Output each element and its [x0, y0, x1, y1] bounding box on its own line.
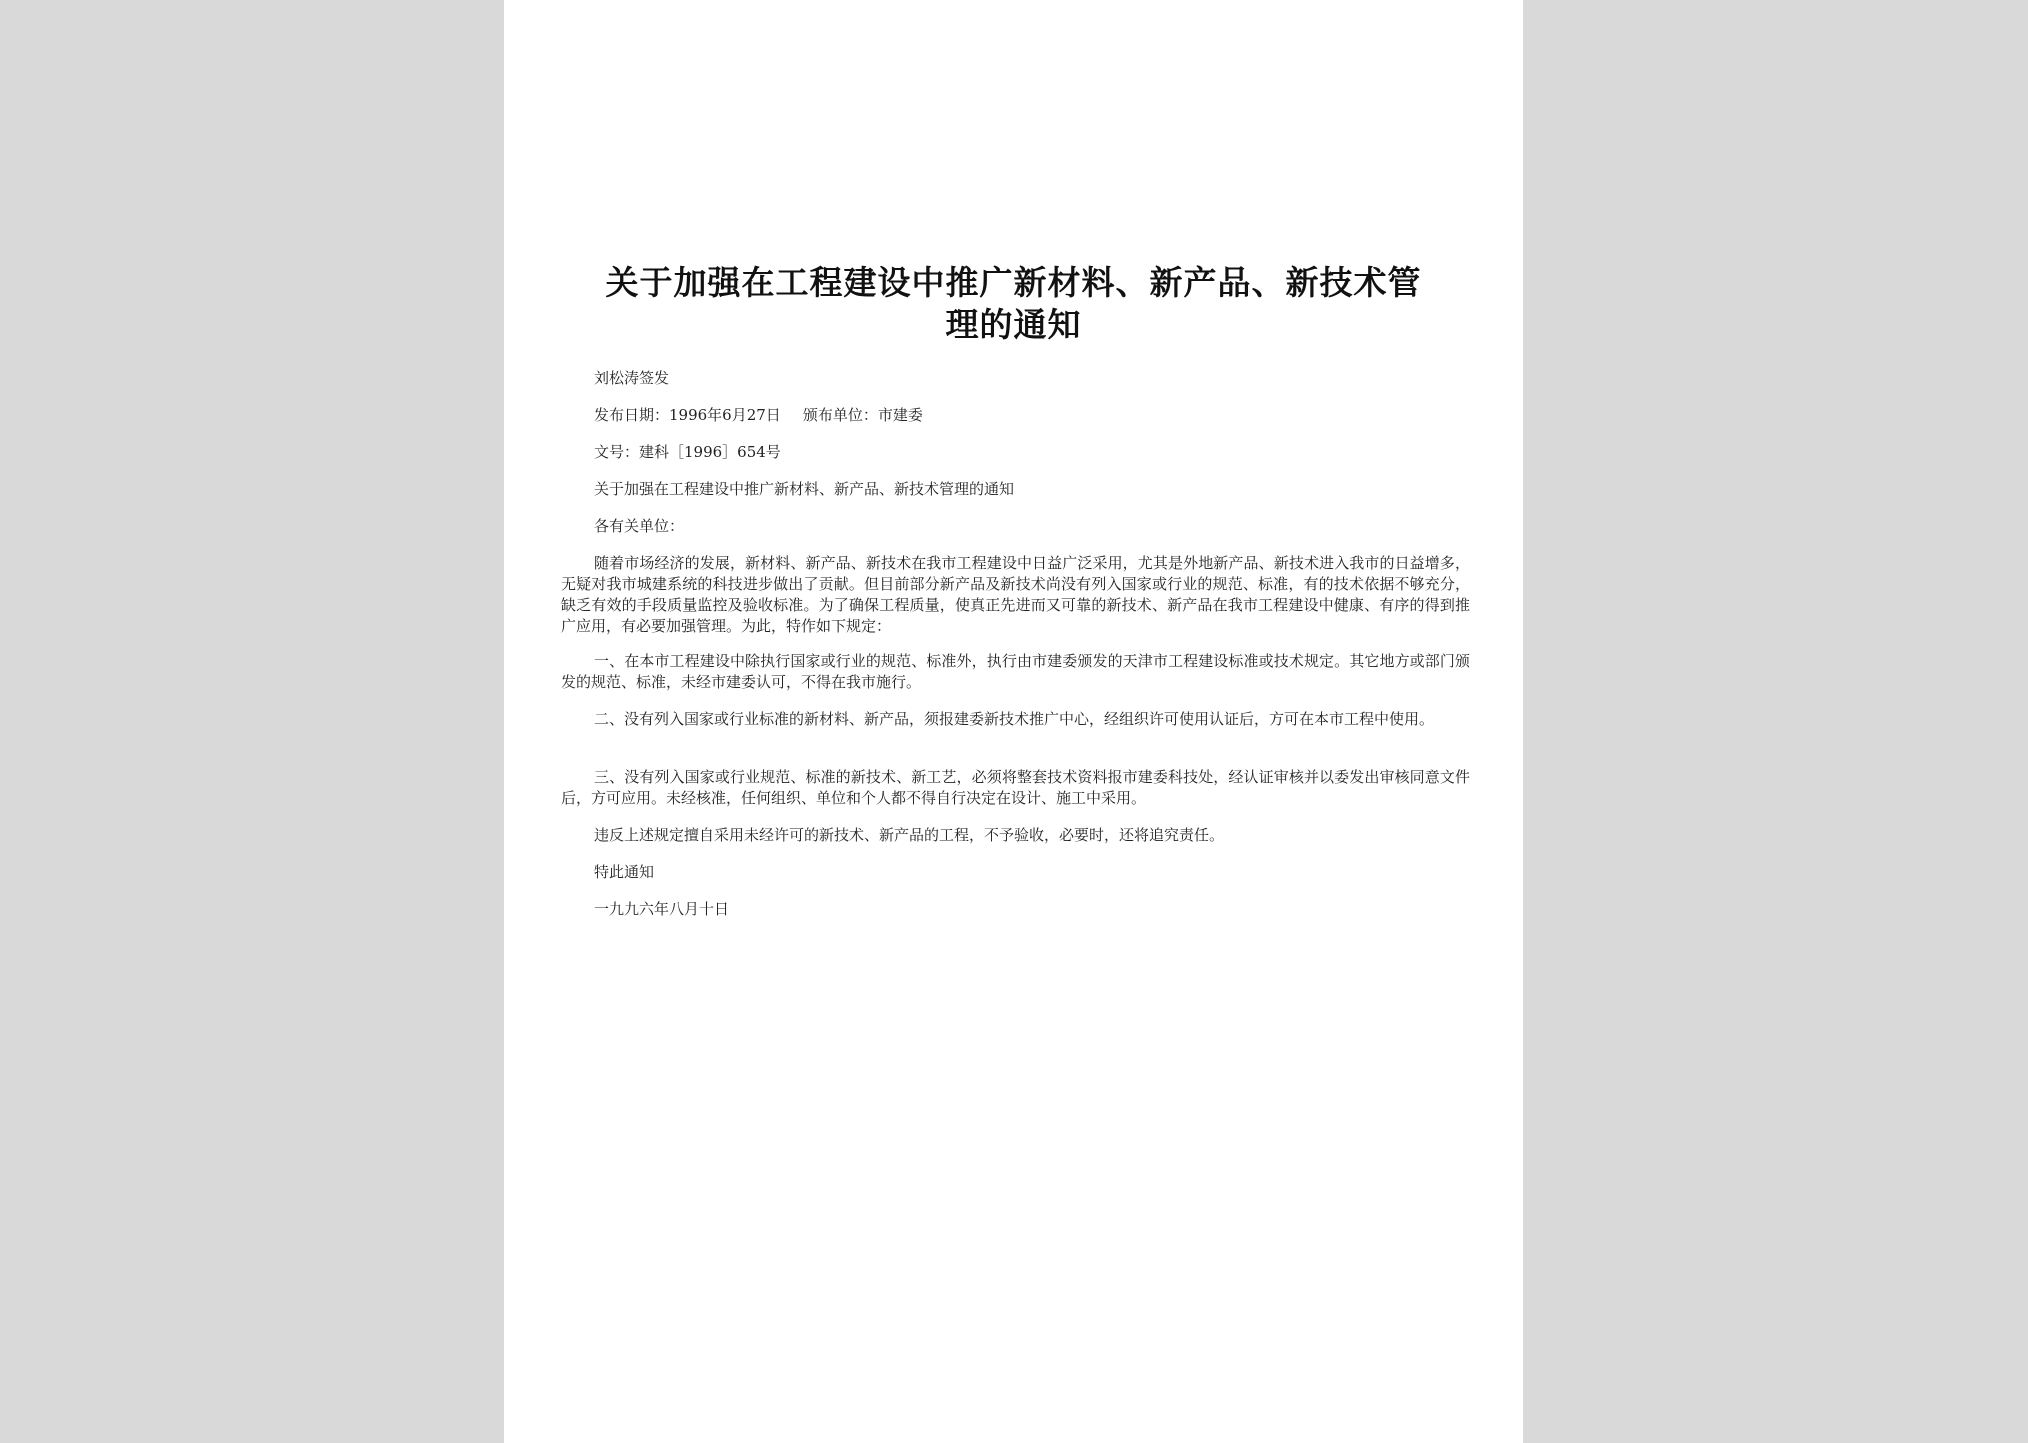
body-paragraph-1: 随着市场经济的发展，新材料、新产品、新技术在我市工程建设中日益广泛采用，尤其是外地新产品、新技术进入我市的日益增多，无疑对我市城建系统的科技进步做出了贡献。但目前部分新产品及新技术尚没有列入国家或行业的规范、标准，有的技术依据不够充分，缺乏有效的手段质量监控及验收标准。为了确保工程质量，使真正先进而又可靠的新技术、新产品在我市工程建设中健康、有序的得到推广应用，有必要加强管理。为此，特作如下规定：: [561, 554, 1470, 635]
closing-line: 特此通知: [594, 863, 655, 881]
publish-date: 发布日期：1996年6月27日: [594, 406, 781, 424]
document-title: [564, 262, 1463, 346]
issuer: 颁布单位：市建委: [802, 406, 923, 424]
body-paragraph-5: 违反上述规定擅自采用未经许可的新技术、新产品的工程，不予验收，必要时，还将追究责任。: [594, 826, 1225, 844]
footer-date: 一九九六年八月十日: [594, 900, 730, 918]
salutation: 各有关单位：: [594, 517, 685, 535]
publish-info-line: [594, 405, 923, 426]
repeated-title: 关于加强在工程建设中推广新材料、新产品、新技术管理的通知: [594, 480, 1015, 498]
body-paragraph-2: 一、在本市工程建设中除执行国家或行业的规范、标准外，执行由市建委颁发的天津市工程建设标准或技术规定。其它地方或部门颁发的规范、标准，未经市建委认可，不得在我市施行。: [561, 652, 1470, 691]
title-line-2: 理的通知: [945, 305, 1082, 344]
document-page: [504, 0, 1523, 1443]
title-line-1: 关于加强在工程建设中推广新材料、新产品、新技术管: [605, 263, 1422, 302]
body-paragraph-4: 三、没有列入国家或行业规范、标准的新技术、新工艺，必须将整套技术资料报市建委科技处，经认证审核并以委发出审核同意文件后，方可应用。未经核准，任何组织、单位和个人都不得自行决定在设计、施工中采用。: [561, 768, 1470, 807]
document-number: 文号：建科［1996］654号: [594, 443, 781, 461]
signer-line: 刘松涛签发: [594, 369, 670, 387]
body-paragraph-3: 二、没有列入国家或行业标准的新材料、新产品，须报建委新技术推广中心，经组织许可使用认证后，方可在本市工程中使用。: [594, 710, 1435, 728]
